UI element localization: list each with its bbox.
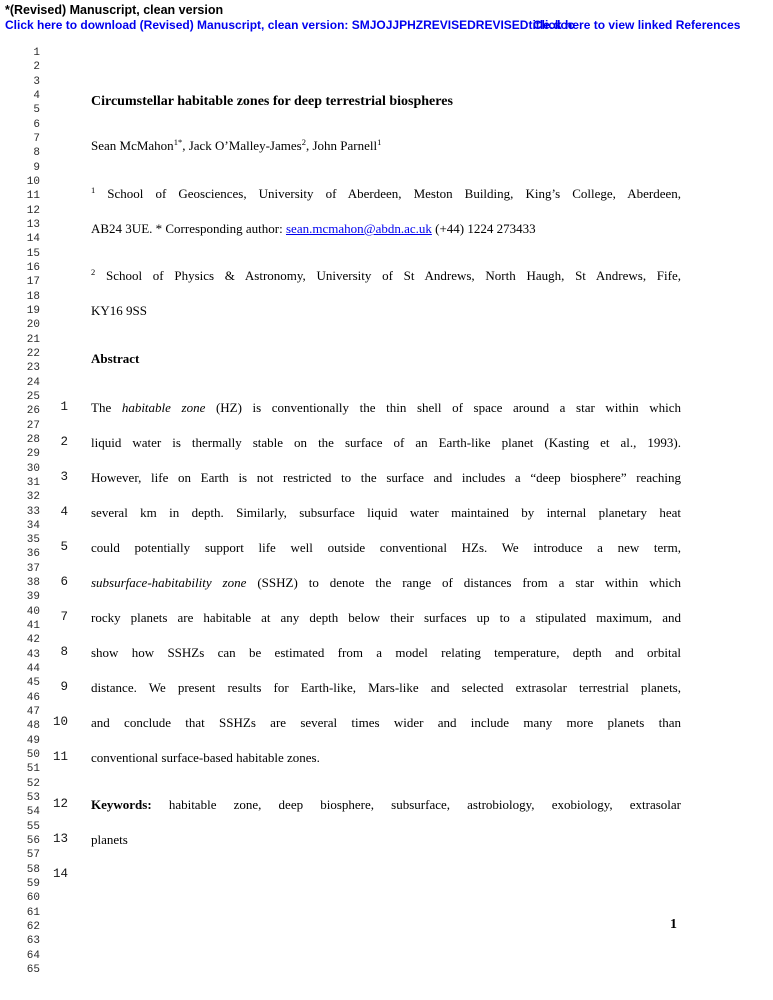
margin-line-number: 4 (33, 89, 40, 102)
margin-line-number: 15 (26, 247, 40, 260)
margin-line-number: 25 (26, 390, 40, 403)
manuscript-line (0, 740, 681, 775)
paragraph-line-number: 14 (52, 867, 68, 881)
margin-line-number: 22 (26, 347, 40, 360)
margin-line-number: 11 (26, 190, 40, 203)
margin-line-number: 3 (33, 75, 40, 88)
manuscript-line-text (91, 565, 681, 600)
text-run: , Jack O’Malley-James (182, 138, 302, 153)
margin-line-number: 59 (26, 878, 40, 891)
text-run: and conclude that SSHZs are several times wider and include many more planets than (91, 715, 681, 730)
manuscript-line (0, 670, 681, 705)
margin-line-number: 23 (26, 362, 40, 375)
text-run: planets (91, 832, 128, 847)
margin-line-number: 2 (33, 61, 40, 74)
margin-line-number: 35 (26, 534, 40, 547)
text-run: (+44) 1224 273433 (431, 221, 536, 236)
margin-line-number: 61 (26, 906, 40, 919)
margin-line-number: 5 (33, 104, 40, 117)
text-run: liquid water is thermally stable on the surface of an Earth-like planet (Kasting et al., 1993). (91, 435, 681, 450)
manuscript-line (0, 635, 681, 670)
text-run: 1 (91, 185, 96, 195)
margin-line-number: 17 (26, 276, 40, 289)
author-list (91, 128, 681, 163)
margin-line-number: 36 (26, 548, 40, 561)
margin-line-number: 13 (26, 218, 40, 231)
margin-line-number: 33 (26, 505, 40, 518)
paper-title: Circumstellar habitable zones for deep terrestrial biospheres (91, 94, 453, 109)
view-linked-references-link[interactable]: Click here to view linked References (533, 18, 741, 32)
manuscript-line (0, 857, 681, 892)
margin-line-number: 55 (26, 820, 40, 833)
paragraph-line-number: 7 (60, 610, 68, 624)
manuscript-line-text (91, 635, 681, 670)
manuscript-line (0, 822, 681, 857)
text-run: 2 (91, 267, 96, 277)
margin-line-number: 41 (26, 620, 40, 633)
text-run: rocky planets are habitable at any depth below their surfaces up to a stipulated maximum, and (91, 610, 681, 625)
margin-line-number: 31 (26, 476, 40, 489)
paragraph-line-number: 3 (60, 470, 68, 484)
margin-line-number: 56 (26, 835, 40, 848)
text-run: School of Geosciences, University of Aberdeen, Meston Building, King’s College, Aberdeen, (95, 186, 681, 201)
abstract-numbered-lines (0, 390, 681, 892)
text-run: (HZ) is conventionally the thin shell of space around a star within which (205, 400, 681, 415)
paragraph-line-number: 9 (60, 680, 68, 694)
text-run: (SSHZ) to denote the range of distances from a star within which (246, 575, 682, 590)
margin-line-number: 63 (26, 935, 40, 948)
margin-line-number: 50 (26, 749, 40, 762)
text-run: However, life on Earth is not restricted to the surface and includes a “deep biosphere” reaching (91, 470, 681, 485)
margin-line-number: 49 (26, 734, 40, 747)
text-run: The (91, 400, 122, 415)
manuscript-line-text (91, 390, 681, 425)
text-run: School of Physics & Astronomy, University of St Andrews, North Haugh, St Andrews, Fife, (95, 268, 681, 283)
text-run: habitable zone, deep biosphere, subsurface, astrobiology, exobiology, extrasolar (151, 797, 681, 812)
manuscript-line-text (91, 822, 681, 857)
affiliation-1 (91, 176, 681, 246)
affiliation-1-line-1 (91, 176, 681, 211)
manuscript-line (0, 495, 681, 530)
download-manuscript-link[interactable]: Click here to download (Revised) Manuscript, clean version: SMJOJJPHZREVISEDREVISEDtitle.doc (5, 18, 575, 32)
margin-line-number: 18 (26, 290, 40, 303)
margin-line-number: 16 (26, 261, 40, 274)
text-run: habitable zone (121, 400, 206, 415)
text-run: several km in depth. Similarly, subsurface liquid water maintained by internal planetary heat (91, 505, 681, 520)
header-links (5, 18, 773, 34)
manuscript-line (0, 460, 681, 495)
text-run: AB24 3UE. * Corresponding author: (91, 221, 286, 236)
manuscript-line (0, 425, 681, 460)
margin-line-number: 29 (26, 448, 40, 461)
text-run: subsurface-habitability zone (91, 575, 247, 590)
manuscript-line (0, 390, 681, 425)
text-run: could potentially support life well outside conventional HZs. We introduce a new term, (91, 540, 681, 555)
manuscript-line-text (91, 787, 681, 822)
margin-line-number: 1 (33, 47, 40, 59)
margin-line-number: 64 (26, 949, 40, 962)
manuscript-line (0, 565, 681, 600)
margin-line-number: 20 (26, 319, 40, 332)
margin-line-number: 40 (26, 605, 40, 618)
margin-line-number: 21 (26, 333, 40, 346)
manuscript-line-text (91, 530, 681, 565)
manuscript-line-text (91, 460, 681, 495)
margin-line-number: 39 (26, 591, 40, 604)
margin-line-number: 24 (26, 376, 40, 389)
manuscript-type-label: *(Revised) Manuscript, clean version (5, 3, 224, 17)
margin-line-number: 44 (26, 663, 40, 676)
margin-line-number: 54 (26, 806, 40, 819)
manuscript-line-text (91, 670, 681, 705)
margin-line-number: 46 (26, 691, 40, 704)
manuscript-line (0, 600, 681, 635)
manuscript-line (0, 705, 681, 740)
paragraph-line-number: 1 (60, 400, 68, 414)
paragraph-line-number: 8 (60, 645, 68, 659)
margin-line-number: 26 (26, 405, 40, 418)
paragraph-line-number: 6 (60, 575, 68, 589)
abstract-heading: Abstract (91, 351, 140, 366)
margin-line-number: 19 (26, 304, 40, 317)
affiliation-2-line-2 (91, 293, 681, 328)
margin-line-number: 62 (26, 921, 40, 934)
paragraph-line-number: 4 (60, 505, 68, 519)
margin-line-number: 48 (26, 720, 40, 733)
margin-line-number: 42 (26, 634, 40, 647)
margin-line-number: 51 (26, 763, 40, 776)
text-run: Sean McMahon (91, 138, 174, 153)
margin-line-number: 9 (33, 161, 40, 174)
margin-line-number: 10 (26, 175, 40, 188)
margin-line-number: 32 (26, 491, 40, 504)
margin-line-number: 45 (26, 677, 40, 690)
manuscript-line-text (91, 425, 681, 460)
margin-line-number: 30 (26, 462, 40, 475)
paragraph-line-number: 2 (60, 435, 68, 449)
text-run: distance. We present results for Earth-like, Mars-like and selected extrasolar terrestrial planets, (91, 680, 681, 695)
margin-line-number: 57 (26, 849, 40, 862)
manuscript-line-text (91, 495, 681, 530)
manuscript-line (0, 530, 681, 565)
text-run: 1* (173, 137, 183, 147)
affiliation-2-line-1 (91, 258, 681, 293)
margin-line-number: 14 (26, 233, 40, 246)
margin-line-number: 37 (26, 562, 40, 575)
text-run: 1 (377, 137, 382, 147)
margin-line-number: 6 (33, 118, 40, 131)
manuscript-line (0, 787, 681, 822)
paragraph-line-number: 5 (60, 540, 68, 554)
affiliation-2 (91, 258, 681, 328)
margin-line-number: 47 (26, 706, 40, 719)
margin-line-number: 12 (26, 204, 40, 217)
manuscript-line-text (91, 705, 681, 740)
text-run: conventional surface-based habitable zones. (91, 750, 320, 765)
margin-line-number: 28 (26, 433, 40, 446)
margin-line-number: 58 (26, 863, 40, 876)
email-link[interactable]: sean.mcmahon@abdn.ac.uk (285, 221, 432, 236)
paragraph-line-number: 12 (52, 797, 68, 811)
paragraph-line-number: 11 (52, 750, 68, 764)
paragraph-line-number: 13 (52, 832, 68, 846)
affiliation-1-line-2 (91, 211, 681, 246)
margin-line-number: 27 (26, 419, 40, 432)
manuscript-line-text (91, 740, 681, 775)
text-run: KY16 9SS (91, 303, 147, 318)
text-run: Keywords: (91, 797, 152, 812)
margin-line-number: 65 (26, 964, 40, 976)
margin-line-number: 53 (26, 792, 40, 805)
text-run: 2 (301, 137, 306, 147)
margin-line-number: 60 (26, 892, 40, 905)
margin-line-number: 8 (33, 147, 40, 160)
text-run: , John Parnell (305, 138, 378, 153)
text-run: show how SSHZs can be estimated from a model relating temperature, depth and orbital (91, 645, 681, 660)
margin-line-number: 34 (26, 519, 40, 532)
manuscript-line-text (91, 600, 681, 635)
margin-line-number: 43 (26, 648, 40, 661)
margin-line-number: 38 (26, 577, 40, 590)
page-number: 1 (670, 917, 677, 932)
paragraph-line-number: 10 (52, 715, 68, 729)
margin-line-number: 7 (33, 132, 40, 145)
margin-line-number: 52 (26, 777, 40, 790)
